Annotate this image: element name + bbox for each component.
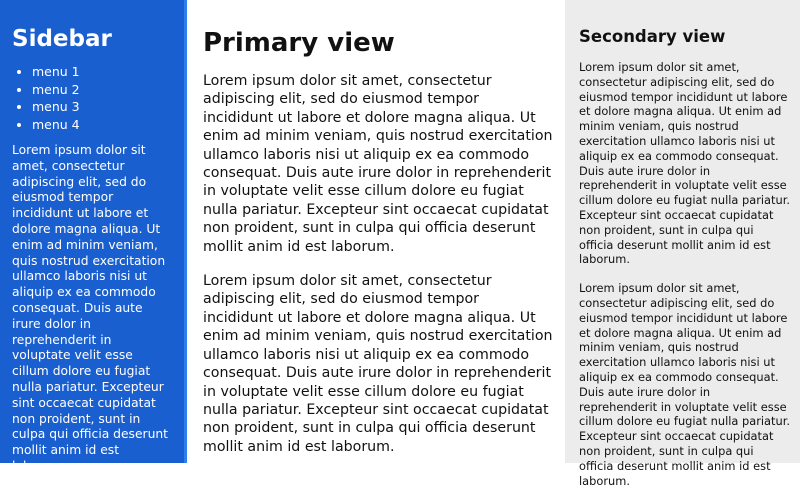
- secondary-title: Secondary view: [579, 27, 726, 46]
- primary-title: Primary view: [203, 28, 395, 58]
- sidebar-paragraph: Lorem ipsum dolor sit amet, consectetur adipiscing elit, sed do eiusmod tempor incididunt ut labore et dolore magna aliqua. Ut enim ad minim veniam, quis nostrud exercitation ullamco laboris nisi ut aliquip ex ea commodo consequat. Duis aute irure dolor in reprehenderit in voluptate velit esse cillum dolore eu fugiat nulla pariatur. Excepteur sint occaecat cupidatat non proident, sunt in culpa qui officia deserunt mollit anim id est laborum.: [12, 143, 168, 473]
- secondary-paragraph: Lorem ipsum dolor sit amet, consectetur adipiscing elit, sed do eiusmod tempor incididunt ut labore et dolore magna aliqua. Ut enim ad minim veniam, quis nostrud exercitation ullamco laboris nisi ut aliquip ex ea commodo consequat. Duis aute irure dolor in reprehenderit in voluptate velit esse cillum dolore eu fugiat nulla pariatur. Excepteur sint occaecat cupidatat non proident, sunt in culpa qui officia deserunt mollit anim id est laborum.: [579, 60, 790, 267]
- sidebar-menu-item[interactable]: • menu 1: [32, 63, 184, 81]
- secondary-paragraph: Lorem ipsum dolor sit amet, consectetur adipiscing elit, sed do eiusmod tempor incididunt ut labore et dolore magna aliqua. Ut enim ad minim veniam, quis nostrud exercitation ullamco laboris nisi ut aliquip ex ea commodo consequat. Duis aute irure dolor in reprehenderit in voluptate velit esse cillum dolore eu fugiat nulla pariatur. Excepteur sint occaecat cupidatat non proident, sunt in culpa qui officia deserunt mollit anim id est laborum.: [579, 281, 790, 488]
- sidebar-menu-item[interactable]: • menu 4: [32, 116, 184, 134]
- primary-paragraph: Lorem ipsum dolor sit amet, consectetur adipiscing elit, sed do eiusmod tempor incididunt ut labore et dolore magna aliqua. Ut enim ad minim veniam, quis nostrud exercitation ullamco laboris nisi ut aliquip ex ea commodo consequat. Duis aute irure dolor in reprehenderit in voluptate velit esse cillum dolore eu fugiat nulla pariatur. Excepteur sint occaecat cupidatat non proident, sunt in culpa qui officia deserunt mollit anim id est laborum.: [203, 73, 553, 255]
- sidebar-menu: [12, 63, 184, 133]
- primary-view: [187, 0, 565, 463]
- sidebar-title: Sidebar: [12, 26, 112, 52]
- secondary-view: [565, 0, 800, 488]
- sidebar: [0, 0, 187, 473]
- primary-paragraph: Lorem ipsum dolor sit amet, consectetur adipiscing elit, sed do eiusmod tempor incididunt ut labore et dolore magna aliqua. Ut enim ad minim veniam, quis nostrud exercitation ullamco laboris nisi ut aliquip ex ea commodo consequat. Duis aute irure dolor in reprehenderit in voluptate velit esse cillum dolore eu fugiat nulla pariatur. Excepteur sint occaecat cupidatat non proident, sunt in culpa qui officia deserunt mollit anim id est laborum.: [203, 273, 553, 455]
- sidebar-menu-item[interactable]: • menu 3: [32, 98, 184, 116]
- sidebar-menu-item[interactable]: • menu 2: [32, 81, 184, 99]
